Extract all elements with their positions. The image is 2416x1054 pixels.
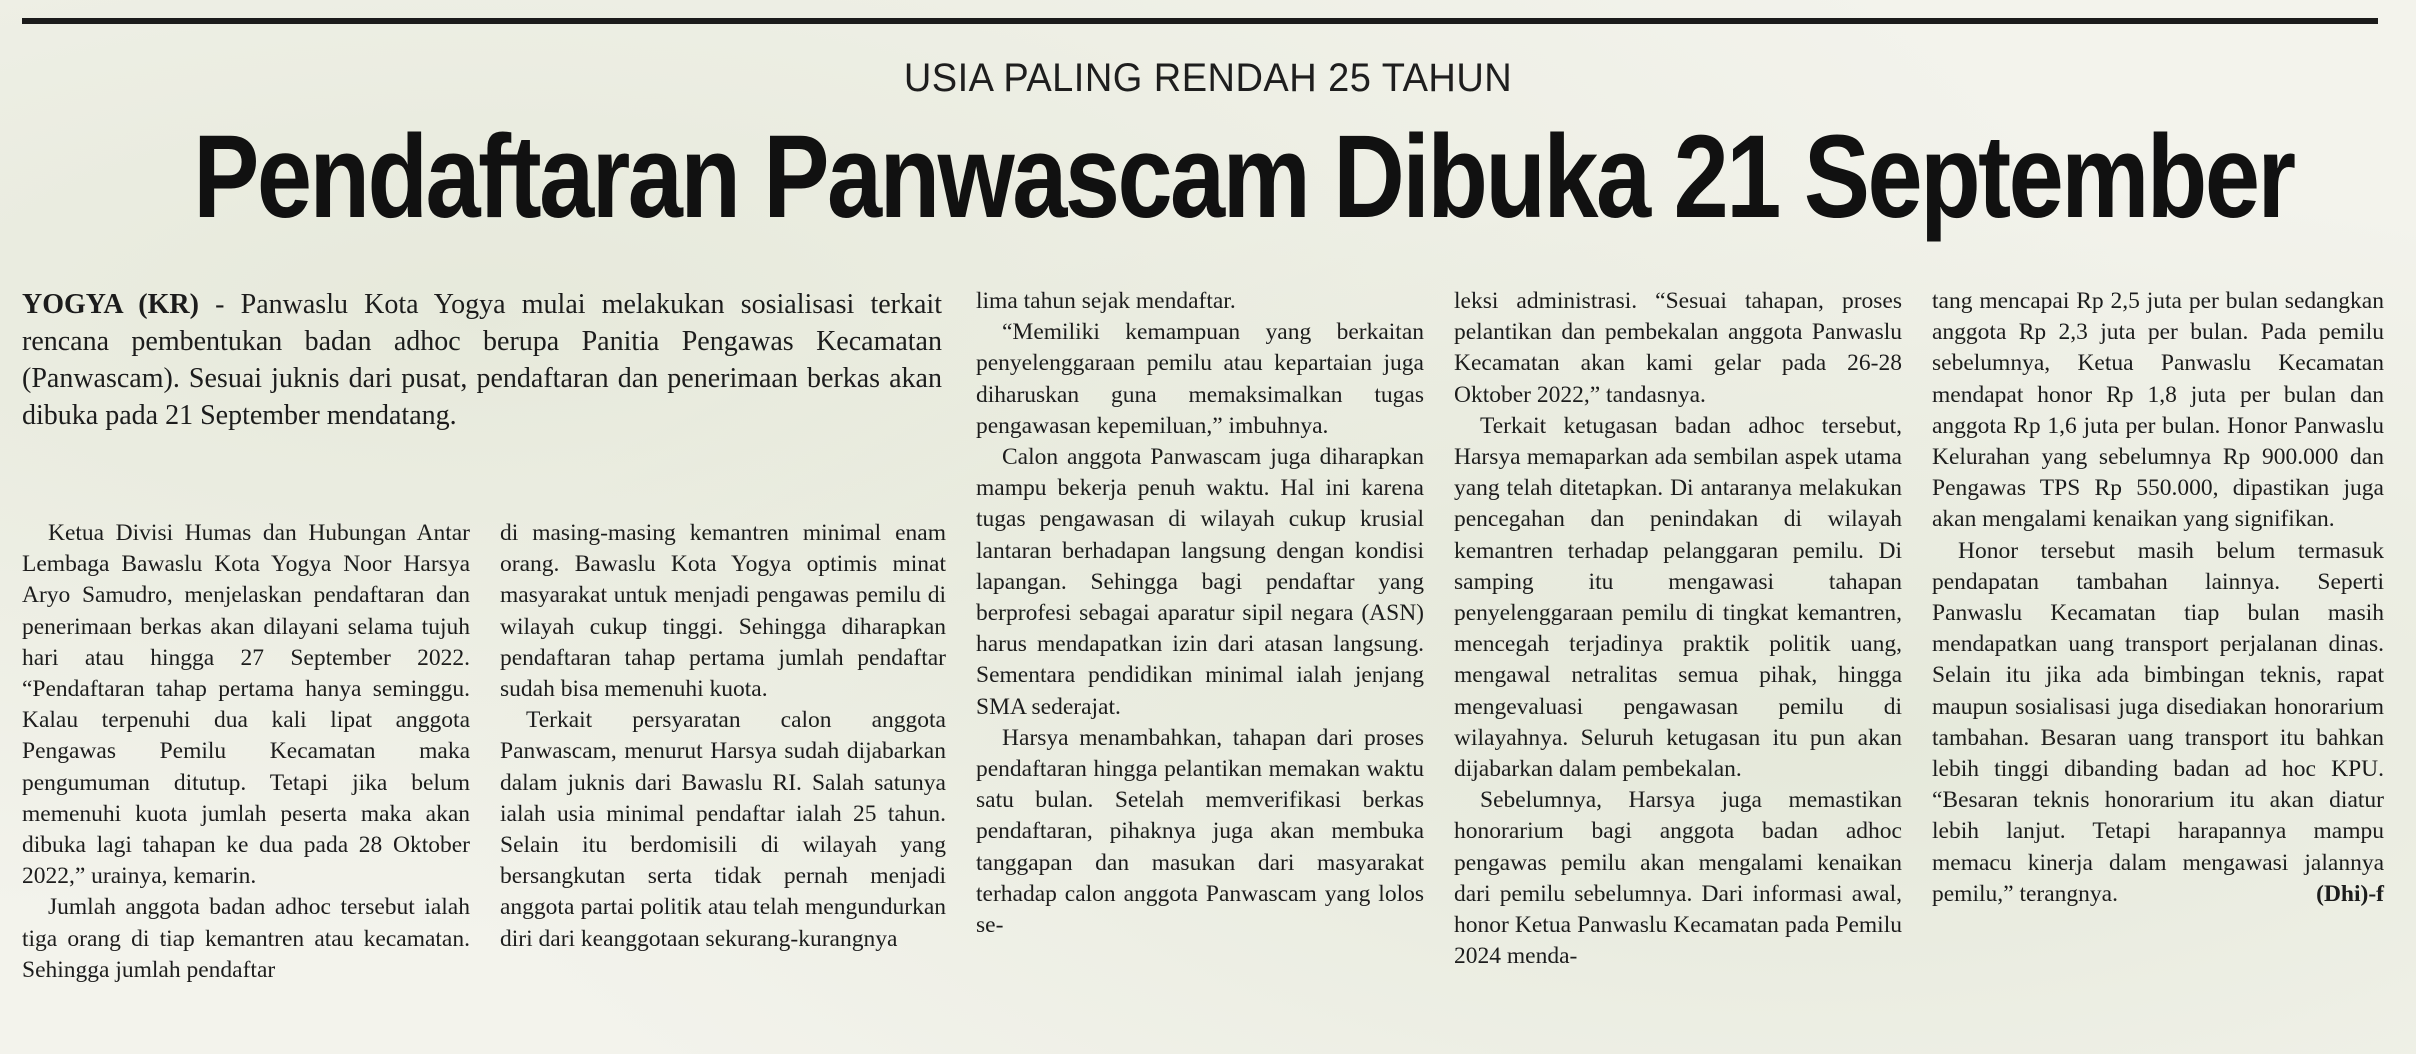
- headline: Pendaftaran Panwascam Dibuka 21 September: [193, 111, 2294, 243]
- paragraph: Terkait ketugasan badan adhoc tersebut, Harsya memaparkan ada sembilan aspek utama yang telah ditetapkan. Di antaranya melakukan pencegahan dan penindakan di wilayah kemantren terhadap pelanggaran pemilu. Di samping itu mengawasi tahapan penyelenggaraan pemilu di tingkat kemantren, mencegah terjadinya praktik politik uang, mengawal netralitas semua pihak, hingga mengevaluasi pengawasan pemilu di wilayahnya. Seluruh ketugasan itu pun akan dijabarkan dalam pembekalan.: [1454, 412, 1902, 783]
- paragraph: tang mencapai Rp 2,5 juta per bulan sedangkan anggota Rp 2,3 juta per bulan. Pada pemilu sebelumnya, Ketua Panwaslu Kecamatan mendapat honor Rp 1,8 juta per bulan dan anggota Rp 1,6 juta per bulan. Honor Panwaslu Kelurahan yang sebelumnya Rp 900.000 dan Pengawas TPS Rp 550.000, dipastikan juga akan mengalami kenaikan yang signifikan.: [1932, 288, 2384, 533]
- paragraph: [1932, 536, 2384, 910]
- column-1-left: [22, 518, 470, 986]
- paragraph: leksi administrasi. “Sesuai tahapan, proses pelantikan dan pembekalan anggota Panwaslu Kecamatan akan kami gelar pada 26-28 Oktober 2022,” tandasnya.: [1454, 288, 1902, 408]
- paragraph: Sebelumnya, Harsya juga memastikan honorarium bagi anggota badan adhoc pengawas pemilu akan mengalami kenaikan dari pemilu sebelumnya. Dari informasi awal, honor Ketua Panwaslu Kecamatan pada Pemilu 2024 menda-: [1454, 787, 1902, 970]
- top-rule: [22, 18, 2378, 24]
- column-1: [22, 286, 946, 983]
- paragraph-text: Honor tersebut masih belum termasuk pendapatan tambahan lainnya. Seperti Panwaslu Kecamatan tiap bulan masih mendapatkan uang transport perjalanan dinas. Selain itu jika ada bimbingan teknis, rapat maupun sosialisasi juga disediakan honorarium tambahan. Besaran uang transport itu bahkan lebih tinggi dibanding badan ad hoc KPU. “Besaran teknis honorarium itu akan diatur lebih lanjut. Tetapi harapannya mampu memacu kinerja dalam mengawasi jalannya pemilu,” terangnya.: [1932, 537, 2384, 907]
- kicker: USIA PALING RENDAH 25 TAHUN: [903, 56, 1513, 100]
- paragraph: Harsya menambahkan, tahapan dari proses pendaftaran hingga pelantikan memakan waktu satu bulan. Setelah memverifikasi berkas pendaftaran, pihaknya juga akan membuka tanggapan dan masukan dari masyarakat terhadap calon anggota Panwascam yang lolos se-: [976, 724, 1424, 939]
- article-body: [22, 286, 2388, 1042]
- paragraph: Calon anggota Panwascam juga diharapkan mampu bekerja penuh waktu. Hal ini karena tugas pengawasan di wilayah cukup krusial lantaran berhadapan langsung dengan kondisi lapangan. Sehingga bagi pendaftar yang berprofesi sebagai aparatur sipil negara (ASN) harus mendapatkan izin dari atasan langsung. Sementara pendidikan minimal ialah jenjang SMA sederajat.: [976, 444, 1424, 720]
- column-2: [976, 286, 1424, 941]
- lead-text: - Panwaslu Kota Yogya mulai melakukan sosialisasi terkait rencana pembentukan badan adhoc berupa Panitia Pengawas Kecamatan (Panwascam). Sesuai juknis dari pusat, pendaftaran dan penerimaan berkas akan dibuka pada 21 September mendatang.: [22, 289, 942, 431]
- paragraph: lima tahun sejak mendaftar.: [976, 288, 1236, 314]
- lead-paragraph: [22, 286, 942, 434]
- paragraph: Ketua Divisi Humas dan Hubungan Antar Lembaga Bawaslu Kota Yogya Noor Harsya Aryo Samudro, menjelaskan pendaftaran dan penerimaan berkas akan dilayani selama tujuh hari atau hingga 27 September 2022. “Pendaftaran tahap pertama hanya seminggu. Kalau terpenuhi dua kali lipat anggota Pengawas Pemilu Kecamatan maka pengumuman ditutup. Tetapi jika belum memenuhi kuota jumlah peserta maka akan dibuka lagi tahapan ke dua pada 28 Oktober 2022,” urainya, kemarin.: [22, 520, 470, 890]
- column-3: [1454, 286, 1902, 972]
- author-credit: (Dhi)-f: [2316, 880, 2384, 907]
- column-4: [1932, 286, 2384, 910]
- paragraph: Jumlah anggota badan adhoc tersebut ialah tiga orang di tiap kemantren atau kecamatan. Sehingga jumlah pendaftar: [22, 894, 470, 983]
- dateline: YOGYA (KR): [22, 289, 199, 320]
- column-1-right: [500, 518, 946, 955]
- paragraph: di masing-masing kemantren minimal enam orang. Bawaslu Kota Yogya optimis minat masyarakat untuk menjadi pengawas pemilu di wilayah cukup tinggi. Sehingga diharapkan pendaftaran tahap pertama jumlah pendaftar sudah bisa memenuhi kuota.: [500, 520, 946, 703]
- paragraph: “Memiliki kemampuan yang berkaitan penyelenggaraan pemilu atau kepartaian juga diharuskan guna memaksimalkan tugas pengawasan kepemiluan,” imbuhnya.: [976, 319, 1424, 439]
- paragraph: Terkait persyaratan calon anggota Panwascam, menurut Harsya sudah dijabarkan dalam juknis dari Bawaslu RI. Salah satunya ialah usia minimal pendaftar ialah 25 tahun. Selain itu berdomisili di wilayah yang bersangkutan serta tidak pernah menjadi anggota partai politik atau telah mengundurkan diri dari keanggotaan sekurang-kurangnya: [500, 707, 946, 952]
